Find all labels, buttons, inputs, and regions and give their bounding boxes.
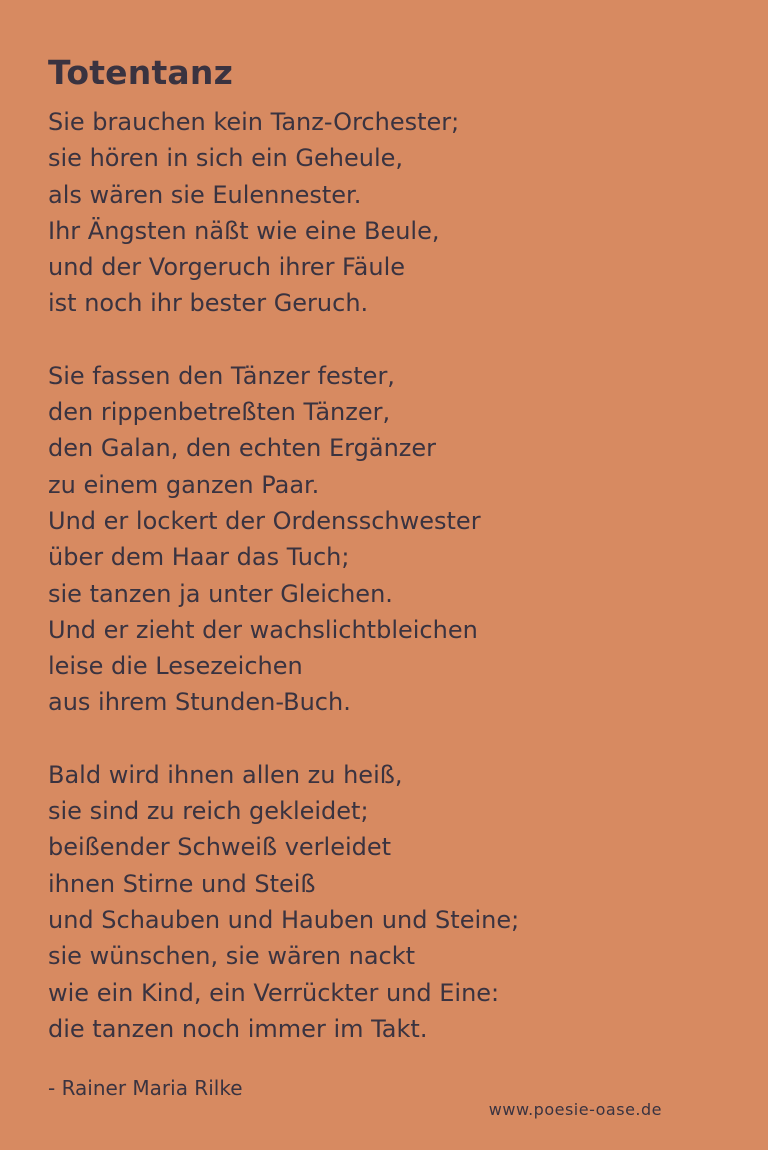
poem-line: ihnen Stirne und Steiß <box>48 869 316 898</box>
poem-title: Totentanz <box>48 53 233 92</box>
poem-line: beißender Schweiß verleidet <box>48 833 392 862</box>
poem-line: sie hören in sich ein Geheule, <box>48 144 404 173</box>
poem-line: Sie fassen den Tänzer fester, <box>48 361 395 390</box>
poem-line: aus ihrem Stunden-Buch. <box>48 688 351 717</box>
poem-line: sie tanzen ja unter Gleichen. <box>48 579 393 608</box>
poem-line: leise die Lesezeichen <box>48 652 303 681</box>
poem-line: ist noch ihr bester Geruch. <box>48 289 369 318</box>
poem-line: die tanzen noch immer im Takt. <box>48 1014 428 1043</box>
poem-line: den Galan, den echten Ergänzer <box>48 434 437 463</box>
stanza-1 <box>48 104 728 322</box>
poem-line: wie ein Kind, ein Verrückter und Eine: <box>48 978 500 1007</box>
poem-line: über dem Haar das Tuch; <box>48 543 350 572</box>
poem-line: als wären sie Eulennester. <box>48 180 362 209</box>
poem-line: Ihr Ängsten näßt wie eine Beule, <box>48 216 440 245</box>
poem-line: Und er lockert der Ordensschwester <box>48 506 481 535</box>
stanza-3 <box>48 757 728 1047</box>
website-credit: www.poesie-oase.de <box>488 1100 662 1119</box>
poem-author: - Rainer Maria Rilke <box>48 1076 243 1100</box>
poem-line: Und er zieht der wachslichtbleichen <box>48 615 478 644</box>
poem-line: sie sind zu reich gekleidet; <box>48 797 369 826</box>
poem-line: Bald wird ihnen allen zu heiß, <box>48 760 403 789</box>
poem-line: und Schauben und Hauben und Steine; <box>48 905 520 934</box>
poem-line: zu einem ganzen Paar. <box>48 470 320 499</box>
poem-line: Sie brauchen kein Tanz-Orchester; <box>48 108 460 136</box>
poem-line: und der Vorgeruch ihrer Fäule <box>48 253 406 282</box>
stanza-2 <box>48 358 728 721</box>
poem-line: sie wünschen, sie wären nackt <box>48 942 416 971</box>
poem-line: den rippenbetreßten Tänzer, <box>48 398 391 427</box>
poem-card <box>48 52 728 1083</box>
